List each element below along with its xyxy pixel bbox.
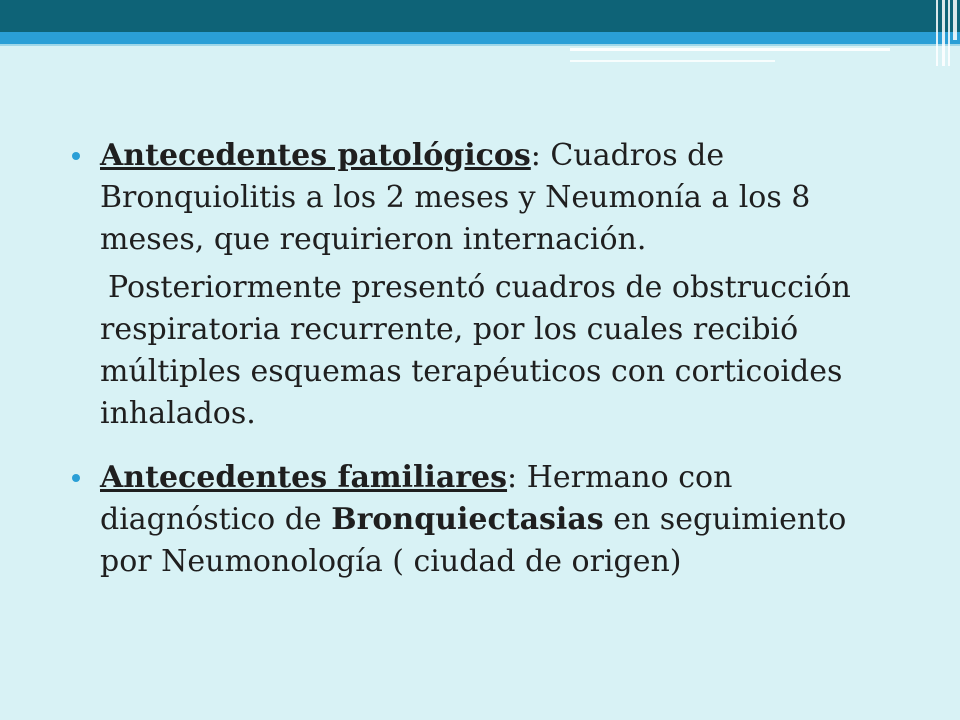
header-accent-line [570,48,890,51]
bullet-dot [72,474,80,482]
bullet-heading: Antecedentes patológicos [100,138,531,173]
header-divider [0,44,960,46]
header-vertical-line [948,0,950,66]
bullet-bold-term: Bronquiectasias [331,502,604,537]
slide-body [72,135,902,583]
bullet-paragraph [100,457,902,583]
bullet-antecedentes-familiares [72,457,902,583]
bullet-antecedentes-patologicos [72,135,902,435]
header-accent-line-short [570,60,775,62]
header-vertical-line [953,0,957,40]
bullet-text: : Hermano con diagnóstico de [100,460,733,537]
bullet-heading: Antecedentes familiares [100,460,508,495]
header-bar [0,0,960,32]
bullet-text: en seguimiento por Neumonología ( ciudad de origen) [100,502,847,579]
bullet-paragraph-continued: Posteriormente presentó cuadros de obstrucción respiratoria recurrente, por los cuales recibió múltiples esquemas terapéuticos con corticoides inhalados. [100,270,851,431]
bullet-paragraph [100,135,902,261]
header-stripe [0,32,960,44]
bullet-dot [72,152,80,160]
bullet-text: : Cuadros de Bronquiolitis a los 2 meses y Neumonía a los 8 meses, que requirieron internación. [100,138,811,257]
header-vertical-line [942,0,945,66]
header-vertical-line [936,0,938,66]
